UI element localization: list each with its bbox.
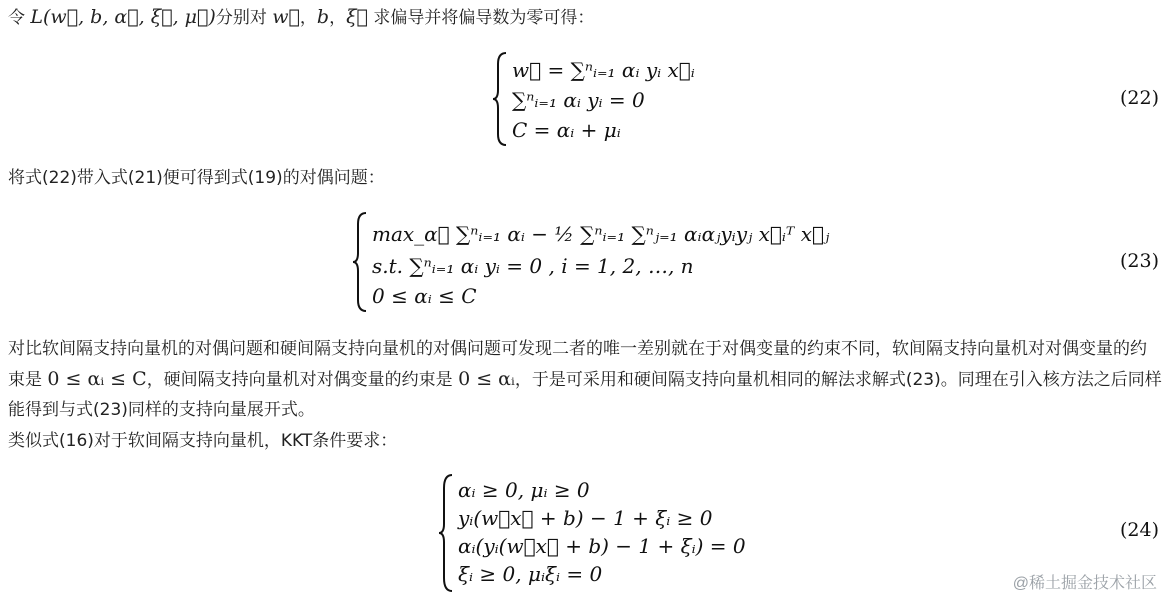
var-w: w⃗: [272, 6, 300, 28]
eq24-line-3: αᵢ(yᵢ(w⃗x⃗ + b) − 1 + ξᵢ) = 0: [458, 534, 746, 558]
intro-prefix: 令: [8, 8, 31, 28]
eq23-line-2: s.t. ∑ⁿᵢ₌₁ αᵢ yᵢ = 0 , i = 1, 2, …, n: [372, 254, 694, 278]
paragraph-kkt: 类似式(16)对于软间隔支持向量机，KKT条件要求：: [8, 431, 398, 451]
equation-number-23: (23): [1119, 250, 1159, 272]
intro-mid: 分别对: [215, 8, 273, 28]
equation-23: [352, 212, 912, 312]
equation-number-22: (22): [1119, 87, 1159, 109]
left-brace-icon: [352, 212, 368, 312]
hard-margin-constraint: 0 ≤ αᵢ: [458, 368, 515, 390]
var-xi: ξ⃗: [346, 6, 368, 28]
paragraph-comparison: 对比软间隔支持向量机的对偶问题和硬间隔支持向量机的对偶问题可发现二者的唯一差别就在于对偶变量的约束不同，软间隔支持向量机对对偶变量的约束是 0 ≤ αᵢ ≤ C，硬间隔支持向量机对对偶变量的约束是 0 ≤ αᵢ，于是可采用和硬间隔支持向量机相同的解法求解式(23)。同理在引入核方法之后同样能得到与式(23)同样的支持向量展开式。: [8, 339, 1162, 420]
equation-number-24: (24): [1119, 519, 1159, 541]
left-brace-icon: [438, 474, 454, 592]
eq24-line-4: ξᵢ ≥ 0, μᵢξᵢ = 0: [458, 562, 603, 586]
soft-margin-constraint: 0 ≤ αᵢ ≤ C: [47, 368, 147, 390]
intro-suffix: 求偏导并将偏导数为零可得：: [367, 8, 595, 28]
var-b: b: [316, 6, 330, 28]
left-brace-icon: [492, 52, 508, 146]
equation-22: [492, 52, 792, 146]
watermark: @稀土掘金技术社区: [1012, 575, 1157, 592]
eq22-line-2: ∑ⁿᵢ₌₁ αᵢ yᵢ = 0: [512, 88, 645, 112]
eq22-line-3: C = αᵢ + μᵢ: [512, 118, 621, 142]
paragraph-substitution: 将式(22)带入式(21)便可得到式(19)的对偶问题：: [8, 168, 385, 188]
equation-24: [438, 474, 768, 592]
eq23-line-3: 0 ≤ αᵢ ≤ C: [372, 284, 477, 308]
intro-paragraph: 令 L(w⃗, b, α⃗, ξ⃗, μ⃗)分别对 w⃗，b，ξ⃗ 求偏导并将偏导数为零可得：: [8, 6, 595, 28]
eq24-line-2: yᵢ(w⃗x⃗ + b) − 1 + ξᵢ ≥ 0: [458, 506, 713, 530]
eq23-line-1: max_α⃗ ∑ⁿᵢ₌₁ αᵢ − ½ ∑ⁿᵢ₌₁ ∑ⁿⱼ₌₁ αᵢαⱼyᵢyⱼ x⃗ᵢᵀ x⃗ⱼ: [372, 222, 830, 246]
eq24-line-1: αᵢ ≥ 0, μᵢ ≥ 0: [458, 478, 590, 502]
eq22-line-1: w⃗ = ∑ⁿᵢ₌₁ αᵢ yᵢ x⃗ᵢ: [512, 58, 695, 82]
lagrangian-symbol: L(w⃗, b, α⃗, ξ⃗, μ⃗): [30, 6, 216, 28]
